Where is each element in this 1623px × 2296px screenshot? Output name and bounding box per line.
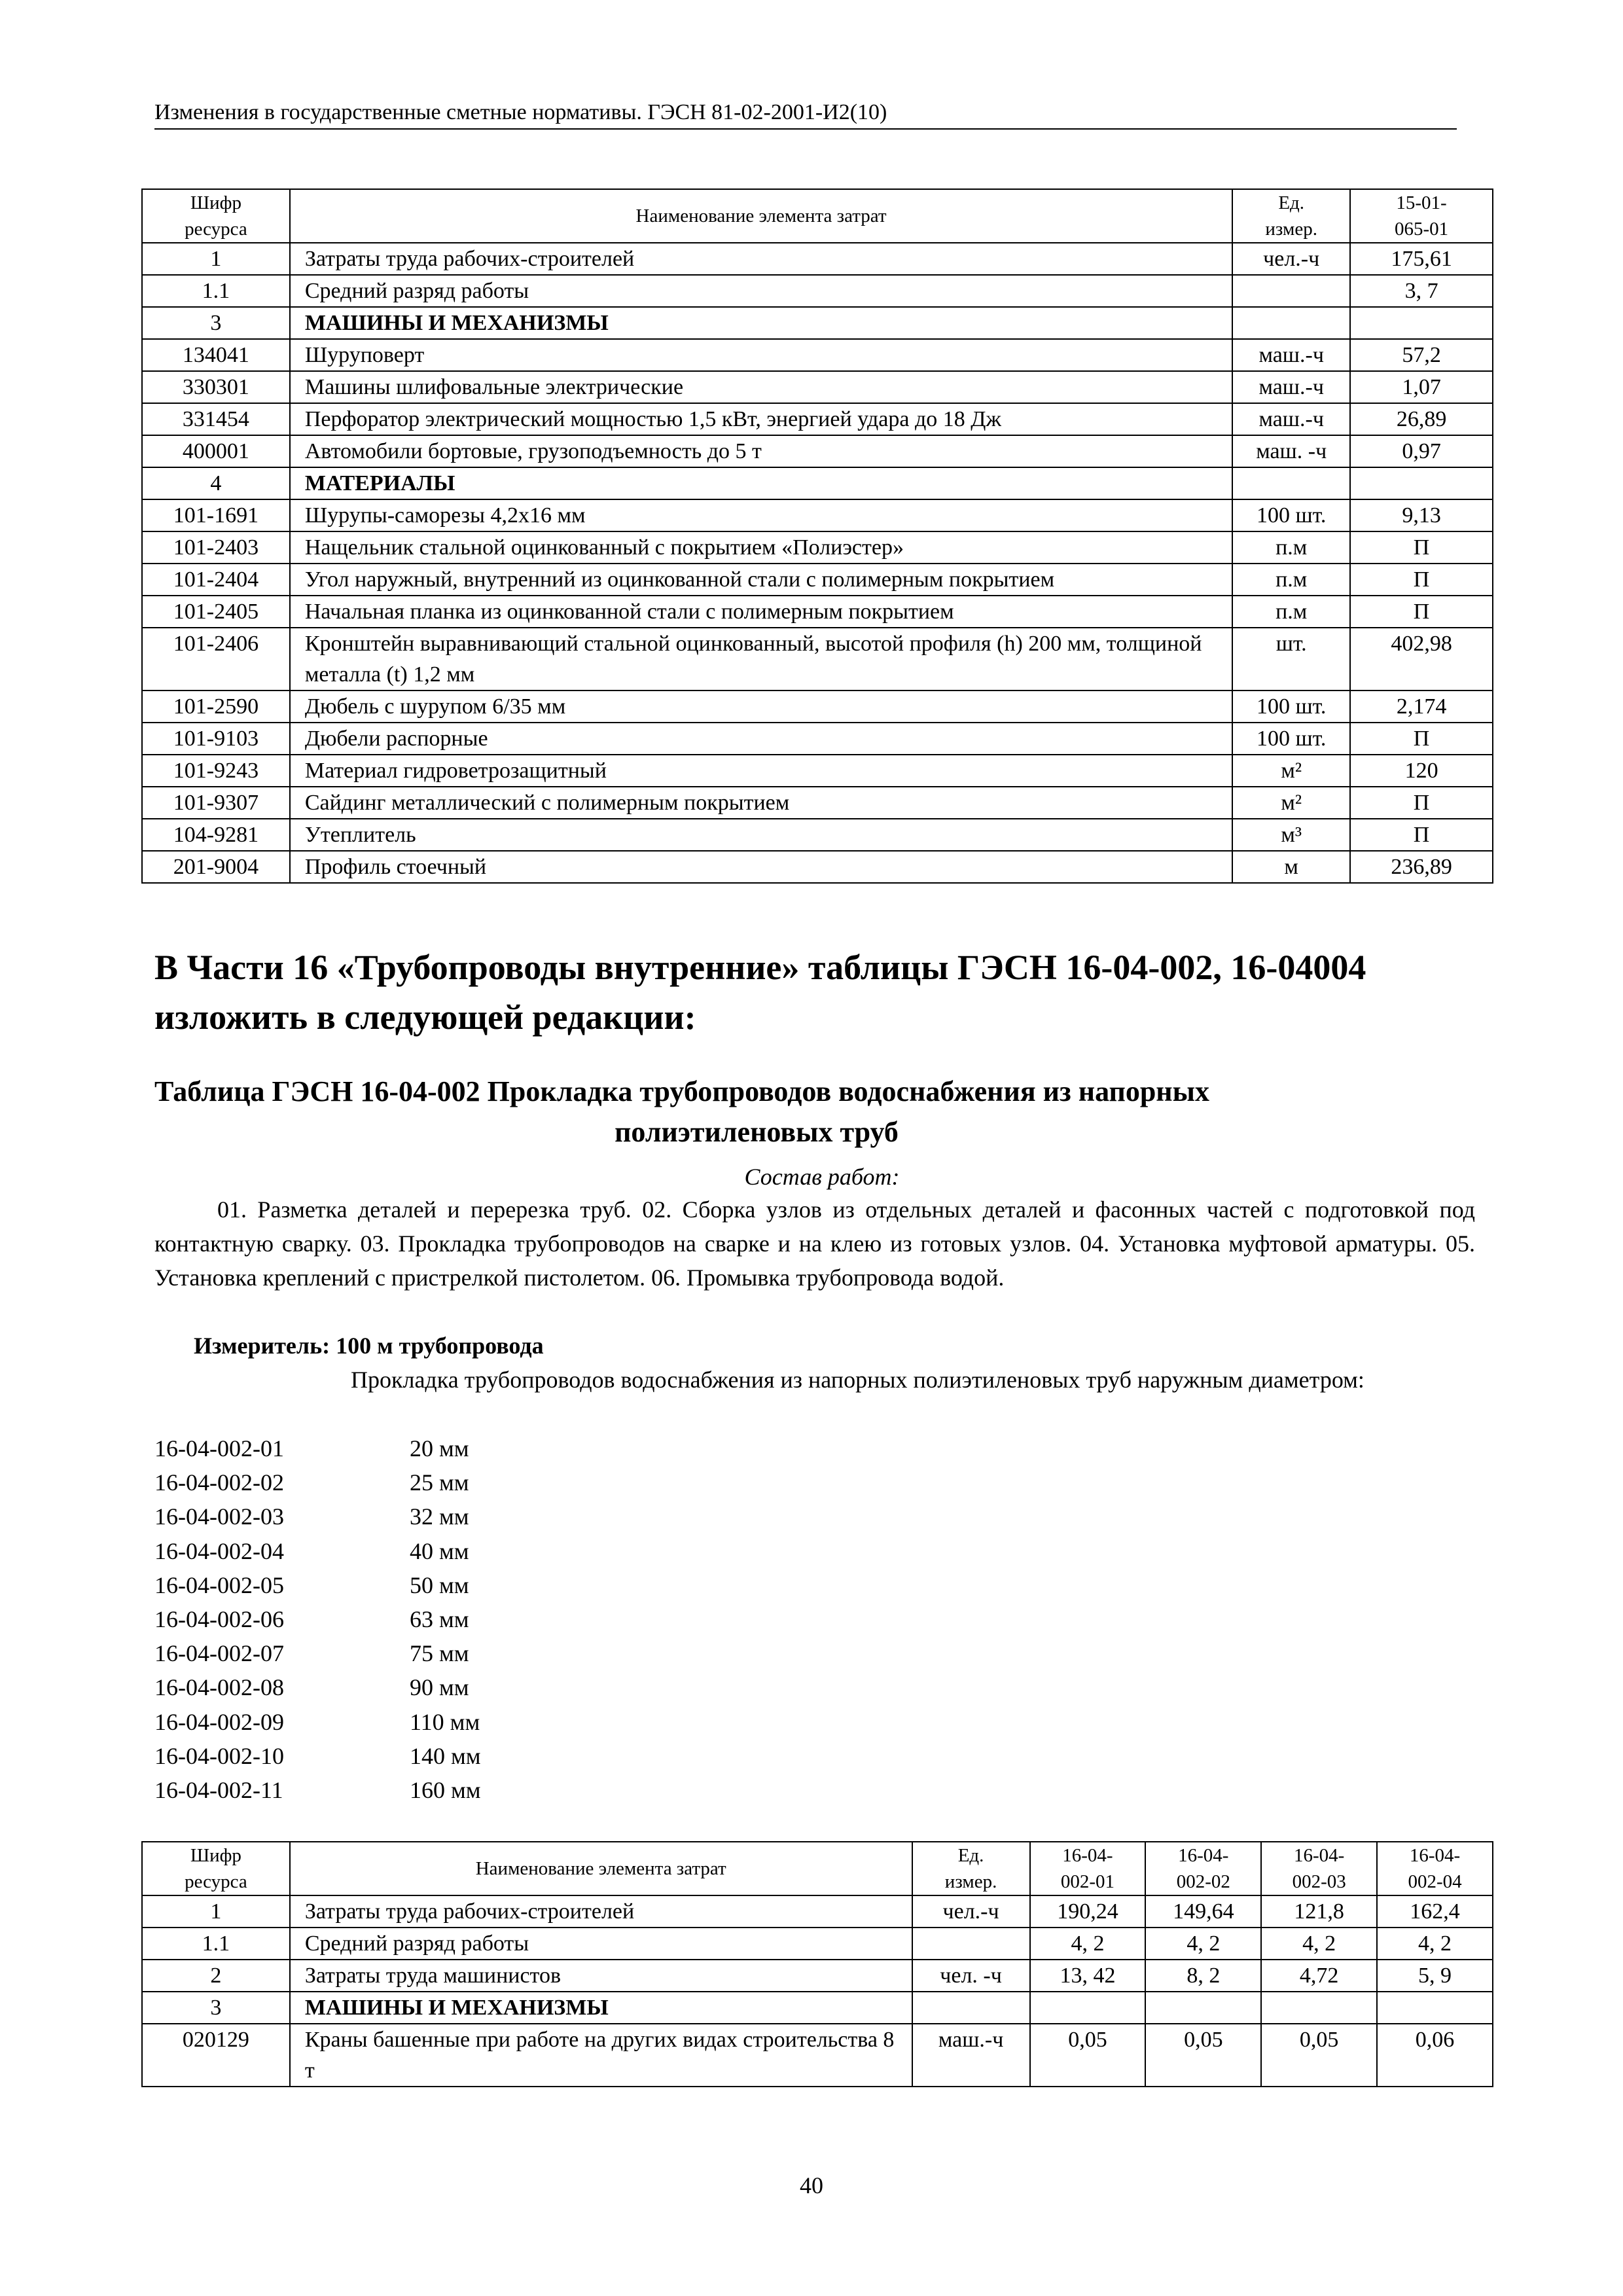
pipe-diameter: 75 мм: [410, 1640, 469, 1667]
norm-code-item: [154, 1465, 469, 1499]
norm-code: 16-04-002-11: [154, 1777, 283, 1803]
cost-element-name-cell: Начальная планка из оцинкованной стали с полимерным покрытием: [290, 596, 1232, 628]
resource-code-cell: 1.1: [142, 275, 290, 307]
header-unit: Ед. измер.: [912, 1842, 1030, 1895]
unit-cell: шт.: [1232, 628, 1350, 691]
norm-value-cell: 5, 9: [1377, 1960, 1493, 1992]
norm-value-cell: 0,06: [1377, 2024, 1493, 2087]
norm-value-cell: 236,89: [1350, 851, 1493, 883]
norm-value-cell: 57,2: [1350, 339, 1493, 371]
header-name: Наименование элемента затрат: [290, 1842, 912, 1895]
cost-element-name-cell: Угол наружный, внутренний из оцинкованной стали с полимерным покрытием: [290, 564, 1232, 596]
unit-cell: чел.-ч: [1232, 243, 1350, 275]
norm-value-cell: 0,05: [1030, 2024, 1146, 2087]
table-row: [142, 1928, 1493, 1960]
table-row: [142, 564, 1493, 596]
table-title: [154, 1071, 1489, 1153]
resource-code-cell: 101-2406: [142, 628, 290, 691]
norm-code-item: [154, 1705, 480, 1739]
work-composition-heading: Состав работ:: [744, 1164, 900, 1190]
pipe-diameter: 32 мм: [410, 1503, 469, 1530]
table-row: [142, 275, 1493, 307]
norm-value-cell: [1030, 1992, 1146, 2024]
resource-code-cell: 1.1: [142, 1928, 290, 1960]
cost-element-name-cell: Затраты труда рабочих-строителей: [290, 243, 1232, 275]
unit-cell: чел.-ч: [912, 1895, 1030, 1928]
table-header: [142, 1842, 1493, 1895]
cost-element-name-cell: Затраты труда машинистов: [290, 1960, 912, 1992]
unit-cell: м²: [1232, 755, 1350, 787]
pipe-diameter: 25 мм: [410, 1469, 469, 1496]
table-row: [142, 243, 1493, 275]
norm-value-cell: 162,4: [1377, 1895, 1493, 1928]
resource-code-cell: 101-9103: [142, 723, 290, 755]
table-title-line1: Таблица ГЭСН 16-04-002 Прокладка трубопроводов водоснабжения из напорных: [154, 1075, 1210, 1107]
table-row: [142, 787, 1493, 819]
norm-value-cell: 8, 2: [1145, 1960, 1261, 1992]
unit-cell: п.м: [1232, 564, 1350, 596]
work-composition-text: 01. Разметка деталей и перерезка труб. 02. Сборка узлов из отдельных деталей и фасонных частей с подготовкой под контактную сварку. 03. Прокладка трубопроводов на сварке и на клею из готовых узлов. 04. Установка муфтовой арматуры. 05. Установка креплений с пристрелкой пистолетом. 06. Промывка трубопровода водой.: [154, 1196, 1475, 1291]
cost-element-name-cell: Дюбель с шурупом 6/35 мм: [290, 691, 1232, 723]
header-norm-code: 15-01- 065-01: [1350, 189, 1493, 243]
unit-cell: [1232, 275, 1350, 307]
unit-cell: маш. -ч: [1232, 435, 1350, 467]
header-norm-code: 16-04- 002-03: [1261, 1842, 1377, 1895]
table-row: [142, 531, 1493, 564]
resource-code-cell: 101-2404: [142, 564, 290, 596]
norm-value-cell: П: [1350, 723, 1493, 755]
norm-value-cell: 175,61: [1350, 243, 1493, 275]
norm-code: 16-04-002-06: [154, 1606, 284, 1632]
norm-code: 16-04-002-07: [154, 1640, 284, 1667]
resource-code-cell: 1: [142, 1895, 290, 1928]
cost-element-name-cell: Материал гидроветрозащитный: [290, 755, 1232, 787]
cost-element-name-cell: Краны башенные при работе на других видах строительства 8 т: [290, 2024, 912, 2087]
table-row: [142, 628, 1493, 691]
table-row: [142, 851, 1493, 883]
norm-code: 16-04-002-05: [154, 1571, 284, 1598]
norm-code: 16-04-002-03: [154, 1503, 284, 1530]
norm-value-cell: 1,07: [1350, 371, 1493, 403]
cost-element-name-cell: Автомобили бортовые, грузоподъемность до 5 т: [290, 435, 1232, 467]
resource-code-cell: 331454: [142, 403, 290, 435]
cost-element-name-cell: Средний разряд работы: [290, 275, 1232, 307]
cost-element-name-cell: Сайдинг металлический с полимерным покрытием: [290, 787, 1232, 819]
norm-code-item: [154, 1739, 481, 1773]
header-norm-code: 16-04- 002-04: [1377, 1842, 1493, 1895]
part-heading: В Части 16 «Трубопроводы внутренние» таблицы ГЭСН 16-04-002, 16-04004 изложить в следующей редакции:: [154, 948, 1366, 1037]
header-norm-code: 16-04- 002-01: [1030, 1842, 1146, 1895]
norm-value-cell: 4, 2: [1261, 1928, 1377, 1960]
norm-value-cell: П: [1350, 596, 1493, 628]
pipe-diameter: 40 мм: [410, 1537, 469, 1564]
table-row: [142, 691, 1493, 723]
pipe-diameter: 50 мм: [410, 1571, 469, 1598]
pipe-diameter: 20 мм: [410, 1435, 469, 1462]
unit-cell: маш.-ч: [912, 2024, 1030, 2087]
table-row: [142, 2024, 1493, 2087]
pipe-diameter: 160 мм: [410, 1777, 481, 1803]
table-row: [142, 339, 1493, 371]
cost-element-name-cell: МАШИНЫ И МЕХАНИЗМЫ: [290, 307, 1232, 339]
pipe-diameter: 90 мм: [410, 1674, 469, 1701]
norm-value-cell: [1145, 1992, 1261, 2024]
resource-code-cell: 101-9307: [142, 787, 290, 819]
norm-code-item: [154, 1499, 469, 1534]
unit-cell: [912, 1928, 1030, 1960]
norm-value-cell: П: [1350, 531, 1493, 564]
unit-cell: м²: [1232, 787, 1350, 819]
norm-code-item: [154, 1773, 481, 1807]
norm-code-item: [154, 1670, 469, 1704]
running-header: Изменения в государственные сметные нормативы. ГЭСН 81-02-2001-И2(10): [154, 98, 1457, 130]
cost-element-name-cell: Утеплитель: [290, 819, 1232, 851]
cost-element-name-cell: Перфоратор электрический мощностью 1,5 кВт, энергией удара до 18 Дж: [290, 403, 1232, 435]
table-row: [142, 596, 1493, 628]
cost-element-name-cell: Профиль стоечный: [290, 851, 1232, 883]
norm-value-cell: 4, 2: [1030, 1928, 1146, 1960]
header-code: Шифр ресурса: [142, 189, 290, 243]
unit-cell: м: [1232, 851, 1350, 883]
resource-code-cell: 400001: [142, 435, 290, 467]
norm-value-cell: 149,64: [1145, 1895, 1261, 1928]
norm-value-cell: [1377, 1992, 1493, 2024]
resource-code-cell: 101-2590: [142, 691, 290, 723]
measure-unit: Измеритель: 100 м трубопровода: [194, 1333, 544, 1359]
resource-code-cell: 1: [142, 243, 290, 275]
header-name: Наименование элемента затрат: [290, 189, 1232, 243]
norm-code: 16-04-002-08: [154, 1674, 284, 1701]
row-group: [142, 307, 1493, 467]
norm-code-item: [154, 1568, 469, 1602]
norm-code: 16-04-002-04: [154, 1537, 284, 1564]
norm-value-cell: 190,24: [1030, 1895, 1146, 1928]
resource-code-cell: 101-2403: [142, 531, 290, 564]
norm-value-cell: 4,72: [1261, 1960, 1377, 1992]
pipe-diameter: 63 мм: [410, 1606, 469, 1632]
unit-cell: чел. -ч: [912, 1960, 1030, 1992]
unit-cell: [912, 1992, 1030, 2024]
norm-value-cell: П: [1350, 564, 1493, 596]
table-header: [142, 189, 1493, 243]
cost-element-name-cell: Средний разряд работы: [290, 1928, 912, 1960]
norm-value-cell: 402,98: [1350, 628, 1493, 691]
resource-code-cell: 2: [142, 1960, 290, 1992]
norm-value-cell: [1350, 467, 1493, 499]
resource-code-cell: 3: [142, 1992, 290, 2024]
header-unit: Ед. измер.: [1232, 189, 1350, 243]
norm-code: 16-04-002-01: [154, 1435, 284, 1462]
norm-code: 16-04-002-09: [154, 1708, 284, 1735]
row-group: [142, 243, 1493, 307]
norm-code: 16-04-002-02: [154, 1469, 284, 1496]
unit-cell: [1232, 307, 1350, 339]
unit-cell: 100 шт.: [1232, 691, 1350, 723]
norm-value-cell: 2,174: [1350, 691, 1493, 723]
norm-value-cell: 121,8: [1261, 1895, 1377, 1928]
norm-value-cell: 3, 7: [1350, 275, 1493, 307]
header-norm-code: 16-04- 002-02: [1145, 1842, 1261, 1895]
norm-value-cell: 0,97: [1350, 435, 1493, 467]
norm-value-cell: П: [1350, 819, 1493, 851]
table-row: [142, 467, 1493, 499]
header-code: Шифр ресурса: [142, 1842, 290, 1895]
table-row: [142, 435, 1493, 467]
norm-code: 16-04-002-10: [154, 1742, 284, 1769]
cost-element-name-cell: Кронштейн выравнивающий стальной оцинкованный, высотой профиля (h) 200 мм, толщиной металла (t) 1,2 мм: [290, 628, 1232, 691]
resource-table-16-04-002: [141, 1841, 1493, 2087]
cost-element-name-cell: Нащельник стальной оцинкованный с покрытием «Полиэстер»: [290, 531, 1232, 564]
unit-cell: [1232, 467, 1350, 499]
unit-cell: маш.-ч: [1232, 339, 1350, 371]
table-row: [142, 371, 1493, 403]
row-group: [142, 1992, 1493, 2087]
table-row: [142, 1960, 1493, 1992]
row-group: [142, 1960, 1493, 1992]
norm-value-cell: П: [1350, 787, 1493, 819]
resource-code-cell: 020129: [142, 2024, 290, 2087]
resource-code-cell: 101-9243: [142, 755, 290, 787]
resource-code-cell: 3: [142, 307, 290, 339]
table-row: [142, 499, 1493, 531]
norm-code-item: [154, 1602, 469, 1636]
norm-intro: Прокладка трубопроводов водоснабжения из напорных полиэтиленовых труб наружным диаметром:: [351, 1367, 1364, 1393]
table-title-line2: полиэтиленовых труб: [615, 1116, 899, 1148]
table-row: [142, 1895, 1493, 1928]
table-row: [142, 403, 1493, 435]
table-row: [142, 307, 1493, 339]
pipe-diameter: 140 мм: [410, 1742, 481, 1769]
cost-element-name-cell: МАШИНЫ И МЕХАНИЗМЫ: [290, 1992, 912, 2024]
resource-code-cell: 330301: [142, 371, 290, 403]
unit-cell: м³: [1232, 819, 1350, 851]
norm-value-cell: 0,05: [1261, 2024, 1377, 2087]
cost-element-name-cell: Шурупы-саморезы 4,2х16 мм: [290, 499, 1232, 531]
cost-element-name-cell: Дюбели распорные: [290, 723, 1232, 755]
pipe-diameter: 110 мм: [410, 1708, 480, 1735]
cost-element-name-cell: Затраты труда рабочих-строителей: [290, 1895, 912, 1928]
row-group: [142, 1895, 1493, 1960]
unit-cell: маш.-ч: [1232, 371, 1350, 403]
unit-cell: 100 шт.: [1232, 723, 1350, 755]
norm-value-cell: 120: [1350, 755, 1493, 787]
cost-element-name-cell: Машины шлифовальные электрические: [290, 371, 1232, 403]
resource-code-cell: 101-1691: [142, 499, 290, 531]
norm-code-item: [154, 1636, 469, 1670]
cost-element-name-cell: Шуруповерт: [290, 339, 1232, 371]
resource-code-cell: 201-9004: [142, 851, 290, 883]
page-number: 40: [800, 2172, 823, 2198]
norm-value-cell: [1350, 307, 1493, 339]
row-group: [142, 467, 1493, 883]
unit-cell: маш.-ч: [1232, 403, 1350, 435]
table-row: [142, 819, 1493, 851]
resource-code-cell: 4: [142, 467, 290, 499]
norm-code-item: [154, 1431, 469, 1465]
resource-code-cell: 104-9281: [142, 819, 290, 851]
norm-value-cell: 4, 2: [1145, 1928, 1261, 1960]
norm-value-cell: 26,89: [1350, 403, 1493, 435]
norm-code-item: [154, 1534, 469, 1568]
cost-element-name-cell: МАТЕРИАЛЫ: [290, 467, 1232, 499]
table-row: [142, 1992, 1493, 2024]
resource-code-cell: 101-2405: [142, 596, 290, 628]
unit-cell: 100 шт.: [1232, 499, 1350, 531]
norm-value-cell: [1261, 1992, 1377, 2024]
table-row: [142, 755, 1493, 787]
unit-cell: п.м: [1232, 531, 1350, 564]
norm-value-cell: 0,05: [1145, 2024, 1261, 2087]
norm-value-cell: 4, 2: [1377, 1928, 1493, 1960]
table-row: [142, 723, 1493, 755]
resource-code-cell: 134041: [142, 339, 290, 371]
resource-table-15-01-065: [141, 188, 1493, 884]
norm-value-cell: 9,13: [1350, 499, 1493, 531]
norm-value-cell: 13, 42: [1030, 1960, 1146, 1992]
unit-cell: п.м: [1232, 596, 1350, 628]
